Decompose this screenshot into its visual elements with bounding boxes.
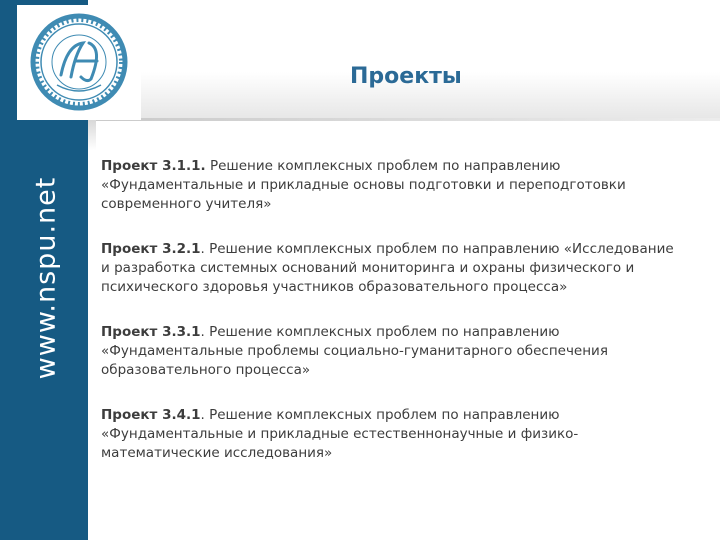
project-text-line: . Решение комплексных проблем по направлению [200, 324, 560, 340]
project-text-line: Решение комплексных проблем по направлению [205, 158, 561, 174]
site-url: www.nspu.net [30, 176, 62, 380]
project-text-line: «Фундаментальные и прикладные естественнонаучные и физико- [101, 426, 579, 442]
university-seal-icon [17, 5, 141, 120]
university-logo [17, 5, 141, 120]
project-text-line: современного учителя» [101, 196, 272, 212]
project-item [101, 323, 701, 380]
project-text-line: психического здоровья участников образовательного процесса» [101, 279, 568, 295]
project-code: Проект 3.2.1 [101, 241, 201, 257]
project-text-line: «Фундаментальные и прикладные основы подготовки и переподготовки [101, 177, 626, 193]
header-band [88, 0, 720, 120]
project-code: Проект 3.4.1 [101, 407, 201, 423]
project-text-line: образовательного процесса» [101, 362, 311, 378]
project-text-line: математические исследования» [101, 445, 333, 461]
project-text-line: и разработка системных оснований мониторинга и охраны физического и [101, 260, 635, 276]
project-list [101, 157, 701, 489]
project-item [101, 157, 701, 214]
divider-shadow [88, 120, 96, 150]
page-title: Проекты [350, 64, 462, 89]
project-code: Проект 3.1.1. [101, 158, 206, 174]
project-text-line: . Решение комплексных проблем по направлению [200, 407, 560, 423]
project-item [101, 240, 701, 297]
project-text-line: . Решение комплексных проблем по направлению «Исследование [200, 241, 674, 257]
project-text-line: «Фундаментальные проблемы социально-гуманитарного обеспечения [101, 343, 608, 359]
header-divider [88, 118, 720, 121]
project-code: Проект 3.3.1 [101, 324, 201, 340]
project-item [101, 406, 701, 463]
